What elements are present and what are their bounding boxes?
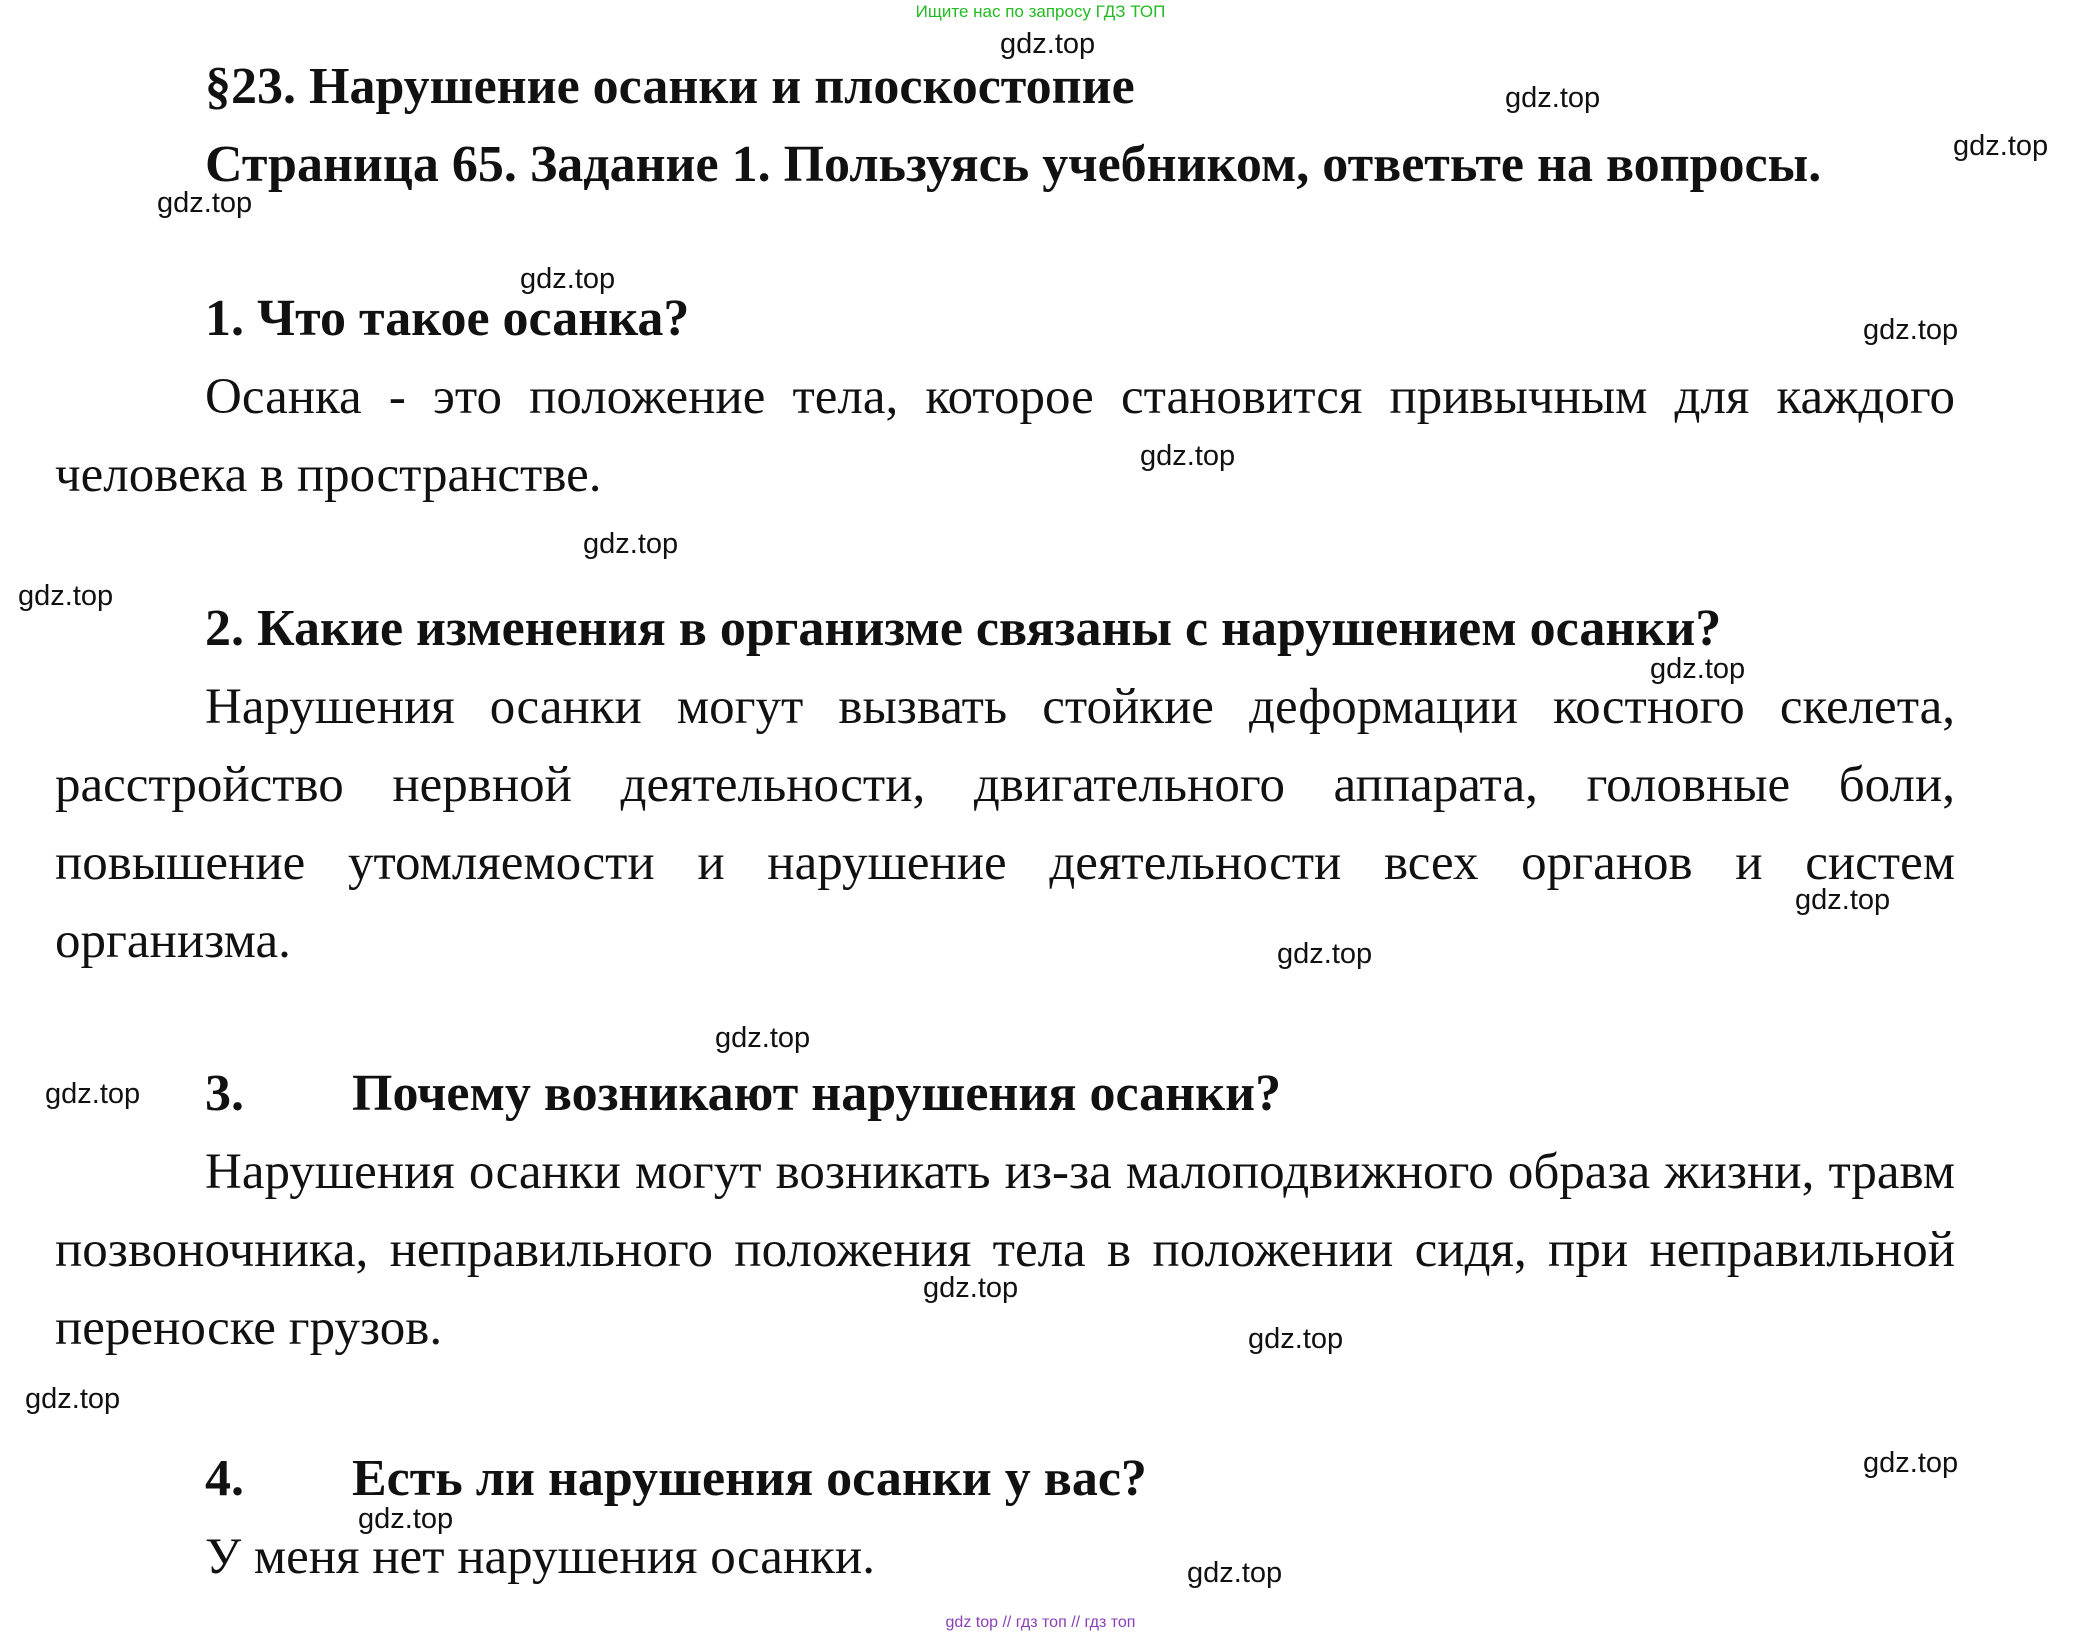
watermark: gdz.top <box>1505 82 1601 114</box>
question-number: 2. <box>205 600 244 657</box>
watermark: gdz.top <box>715 1022 811 1054</box>
watermark: gdz.top <box>45 1078 141 1110</box>
question-1 <box>205 280 689 358</box>
watermark: gdz.top <box>1187 1557 1283 1589</box>
watermark: gdz.top <box>1277 938 1373 970</box>
section-title: §23. Нарушение осанки и плоскостопие <box>205 58 1135 115</box>
question-4 <box>0 1440 2081 1518</box>
watermark: gdz.top <box>18 580 114 612</box>
question-2 <box>205 590 1721 668</box>
watermark: gdz.top <box>1000 28 1096 60</box>
watermark: gdz.top <box>520 263 616 295</box>
watermark: gdz.top <box>1795 884 1891 916</box>
answer-3: Нарушения осанки могут возникать из-за малоподвижного образа жизни, травм позвоночника, неправильного положения тела в положении сидя, при неправильной переноске грузов. <box>55 1144 1955 1356</box>
question-number: 1. <box>205 290 244 347</box>
question-text: Какие изменения в организме связаны с нарушением осанки? <box>257 600 1722 657</box>
watermark: gdz.top <box>358 1503 454 1535</box>
question-number: 4. <box>205 1450 244 1507</box>
question-text: Почему возникают нарушения осанки? <box>352 1065 1282 1122</box>
watermark: gdz.top <box>1650 653 1746 685</box>
watermark: gdz.top <box>583 528 679 560</box>
watermark: gdz.top <box>1953 130 2049 162</box>
watermark: gdz.top <box>1863 1447 1959 1479</box>
top-banner: Ищите нас по запросу ГДЗ ТОП <box>915 2 1166 21</box>
watermark: gdz.top <box>1863 314 1959 346</box>
watermark: gdz.top <box>923 1272 1019 1304</box>
watermark: gdz.top <box>157 187 253 219</box>
answer-2: Нарушения осанки могут вызвать стойкие деформации костного скелета, расстройство нервной деятельности, двигательного аппарата, головные боли, повышение утомляемости и нарушение деятельности всех органов и систем организма. <box>55 679 1955 969</box>
watermark: gdz.top <box>1140 440 1236 472</box>
question-text: Есть ли нарушения осанки у вас? <box>352 1450 1147 1507</box>
question-text: Что такое осанка? <box>257 290 690 347</box>
watermark: gdz.top <box>25 1383 121 1415</box>
question-number: 3. <box>205 1065 244 1122</box>
answer-1: Осанка - это положение тела, которое становится привычным для каждого человека в пространстве. <box>55 369 1955 503</box>
answer-4: У меня нет нарушения осанки. <box>205 1529 875 1585</box>
bottom-banner: gdz top // гдз топ // гдз топ <box>945 1614 1136 1631</box>
task-heading: Страница 65. Задание 1. Пользуясь учебником, ответьте на вопросы. <box>205 136 1822 193</box>
question-3 <box>0 1055 2081 1133</box>
watermark: gdz.top <box>1248 1323 1344 1355</box>
